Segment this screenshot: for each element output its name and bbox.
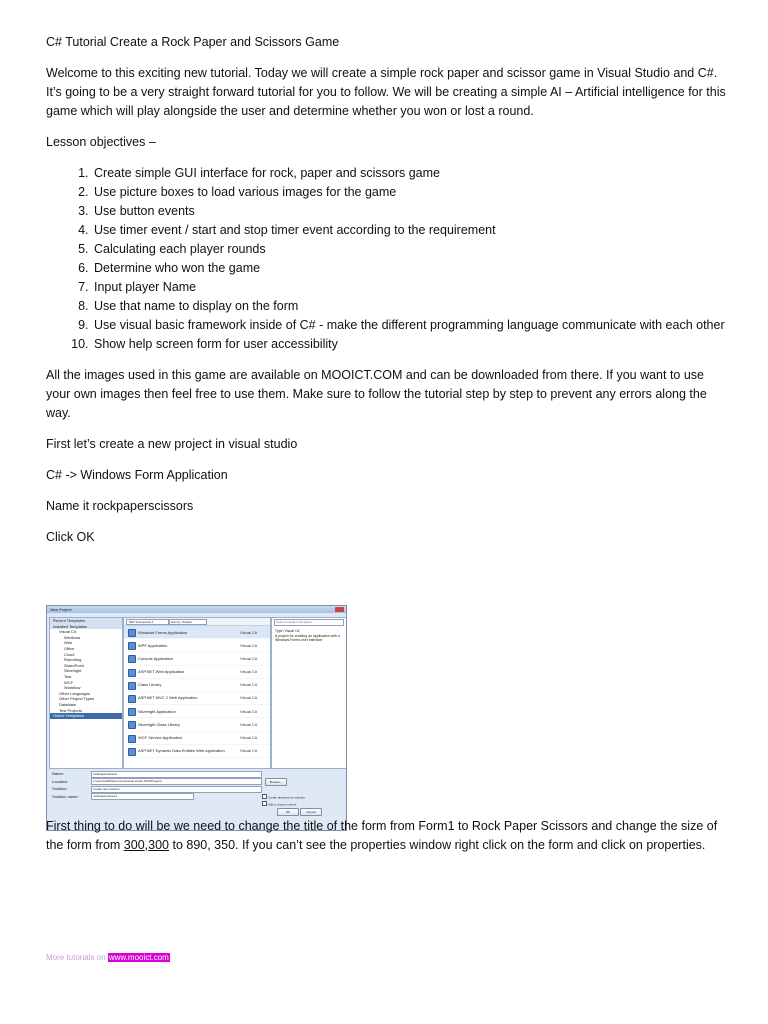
- ok-button[interactable]: OK: [277, 808, 299, 816]
- create-directory-checkbox[interactable]: Create directory for solution: [262, 794, 305, 801]
- template-tree-item[interactable]: Installed Templates: [50, 624, 122, 630]
- name-field[interactable]: rockpaperscissors: [91, 771, 262, 778]
- form-size-section: [46, 817, 730, 867]
- step-ok: Click OK: [46, 530, 95, 544]
- intro-paragraph: Welcome to this exciting new tutorial. Today we will create a simple rock paper and scissor game in Visual Studio and C#. It’s going to be a very straight forward tutorial for you to follow. We will be creating a simple AI – Artificial intelligence for this game which will play alongside the user and determine whether you won or lost a round.: [46, 66, 726, 118]
- template-type: Visual C#: [240, 642, 258, 648]
- template-tree-item[interactable]: Visual C#: [59, 629, 77, 635]
- template-row[interactable]: [124, 666, 270, 679]
- template-info-pane: [271, 617, 347, 769]
- name-label: Name:: [52, 771, 64, 776]
- objective-item: 10. Show help screen form for user accessibility: [92, 335, 730, 354]
- location-field[interactable]: c:\users\staff\documents\visual studio 2010\Projects: [91, 778, 262, 785]
- objective-item: 8. Use that name to display on the form: [92, 297, 730, 316]
- template-tree-item[interactable]: Database: [59, 701, 77, 707]
- step-name: Name it rockpaperscissors: [46, 499, 194, 513]
- template-tree-item[interactable]: Test Projects: [59, 707, 82, 713]
- template-type: Visual C#: [240, 748, 258, 754]
- template-icon: [128, 695, 136, 703]
- objective-item: 9. Use visual basic framework inside of C# - make the different programming language communicate with each other: [92, 316, 730, 335]
- template-type: Visual C#: [240, 695, 258, 701]
- template-name: Silverlight Class Library: [138, 721, 180, 727]
- template-name: WPF Application: [138, 642, 168, 648]
- template-tree-item[interactable]: Silverlight: [64, 668, 82, 674]
- template-icon: [128, 735, 136, 743]
- location-label: Location:: [52, 778, 69, 784]
- template-toolbar: [124, 618, 270, 626]
- template-name: Silverlight Application: [138, 708, 176, 714]
- site-name: MOOICT.COM: [321, 368, 403, 382]
- template-name: Windows Forms Application: [138, 629, 188, 635]
- template-icon: [128, 629, 136, 637]
- template-tree: [49, 617, 123, 769]
- template-name: Console Application: [138, 655, 174, 661]
- template-type: Visual C#: [240, 655, 258, 661]
- close-icon[interactable]: [335, 607, 344, 612]
- template-tree-item[interactable]: WCF: [64, 679, 74, 685]
- template-row[interactable]: [124, 745, 270, 758]
- objective-item: 1. Create simple GUI interface for rock, paper and scissors game: [92, 164, 730, 183]
- objective-item: 4. Use timer event / start and stop timer event according to the requirement: [92, 221, 730, 240]
- template-tree-item[interactable]: Reporting: [64, 657, 82, 663]
- template-type: Visual C#: [240, 721, 258, 727]
- template-row[interactable]: [124, 692, 270, 705]
- project-form: [49, 770, 344, 815]
- template-name: ASP.NET MVC 2 Web Application: [138, 695, 198, 701]
- template-tree-item[interactable]: SharePoint: [64, 662, 84, 668]
- framework-dropdown[interactable]: .NET Framework 4: [126, 619, 169, 625]
- template-row[interactable]: [124, 639, 270, 652]
- solution-name-field[interactable]: rockpaperscissors: [91, 793, 194, 800]
- template-row[interactable]: [124, 626, 270, 639]
- template-name: ASP.NET Web Application: [138, 669, 185, 675]
- template-row[interactable]: [124, 652, 270, 665]
- template-list-pane: [123, 617, 271, 769]
- add-source-control-checkbox[interactable]: Add to source control: [262, 801, 296, 808]
- template-name: WCF Service Application: [138, 735, 183, 740]
- dialog-title: New Project: [50, 607, 72, 612]
- browse-button[interactable]: Browse...: [265, 778, 287, 786]
- template-type: Visual C#: [240, 669, 258, 675]
- objective-item: 7. Input player Name: [92, 278, 730, 297]
- template-tree-item[interactable]: Recent Templates: [50, 618, 122, 624]
- template-list: [124, 626, 270, 758]
- template-icon: [128, 669, 136, 677]
- objective-item: 2. Use picture boxes to load various images for the game: [92, 183, 730, 202]
- template-type: Visual C#: [240, 682, 258, 688]
- template-type: Visual C#: [240, 708, 258, 714]
- template-tree-item[interactable]: Web: [64, 640, 73, 646]
- template-tree-item[interactable]: Test: [64, 673, 72, 679]
- footer-prefix: More tutorials on: [46, 953, 108, 962]
- template-icon: [128, 682, 136, 690]
- template-type: Visual C#: [240, 629, 258, 635]
- template-tree-item[interactable]: Other Project Types: [59, 696, 95, 702]
- step-new-project: First let’s create a new project in visual studio: [46, 437, 298, 451]
- template-icon: [128, 708, 136, 716]
- new-project-dialog-screenshot: [46, 605, 347, 831]
- template-icon: [128, 642, 136, 650]
- template-tree-item[interactable]: Other Languages: [59, 690, 90, 696]
- sort-dropdown[interactable]: Sort by: Default: [169, 619, 207, 625]
- template-icon: [128, 748, 136, 756]
- objective-item: 5. Calculating each player rounds: [92, 240, 730, 259]
- footer: [46, 952, 170, 963]
- template-row[interactable]: [124, 718, 270, 731]
- objectives-heading: Lesson objectives –: [46, 135, 156, 149]
- search-templates-input[interactable]: Search Installed Templates: [274, 619, 344, 626]
- footer-link[interactable]: www.mooict.com: [108, 953, 169, 962]
- document-body: [46, 33, 730, 559]
- template-tree-item[interactable]: Windows: [64, 634, 81, 640]
- solution-dropdown[interactable]: Create new solution: [91, 786, 262, 793]
- template-row[interactable]: [124, 679, 270, 692]
- template-type: Visual C#: [240, 735, 258, 740]
- objective-item: 3. Use button events: [92, 202, 730, 221]
- template-icon: [128, 655, 136, 663]
- solution-label: Solution:: [52, 786, 68, 791]
- template-tree-item[interactable]: Workflow: [64, 685, 81, 691]
- step-template: C# -> Windows Form Application: [46, 468, 228, 482]
- template-tree-item[interactable]: Cloud: [64, 651, 75, 657]
- template-row[interactable]: [124, 732, 270, 745]
- solution-name-label: Solution name:: [52, 793, 79, 799]
- template-tree-item[interactable]: Online Templates: [50, 713, 122, 719]
- template-name: ASP.NET Dynamic Data Entities Web Application: [138, 748, 225, 754]
- template-tree-item[interactable]: Office: [64, 645, 75, 651]
- template-description: Type: Visual C# A project for creating an application with a Windows Forms user interface: [275, 629, 340, 642]
- template-icon: [128, 721, 136, 729]
- images-paragraph: All the images used in this game are available on MOOICT.COM and can be downloaded from there. If you want to use your own images then feel free to use them. Make sure to follow the tutorial step by step to prevent any errors along the way.: [46, 368, 707, 420]
- objective-item: 6. Determine who won the game: [92, 259, 730, 278]
- template-row[interactable]: [124, 705, 270, 718]
- cancel-button[interactable]: Cancel: [300, 808, 322, 816]
- objectives-list: [46, 164, 730, 354]
- template-name: Class Library: [138, 682, 162, 688]
- document-title: C# Tutorial Create a Rock Paper and Scissors Game: [46, 35, 340, 49]
- form-size-paragraph: First thing to do will be we need to change the title of the form from Form1 to Rock Paper Scissors and change the size of the form from 300,300 to 890, 350. If you can’t see the properties window right click on the form and click on properties.: [46, 819, 718, 852]
- dialog-titlebar: [47, 606, 346, 613]
